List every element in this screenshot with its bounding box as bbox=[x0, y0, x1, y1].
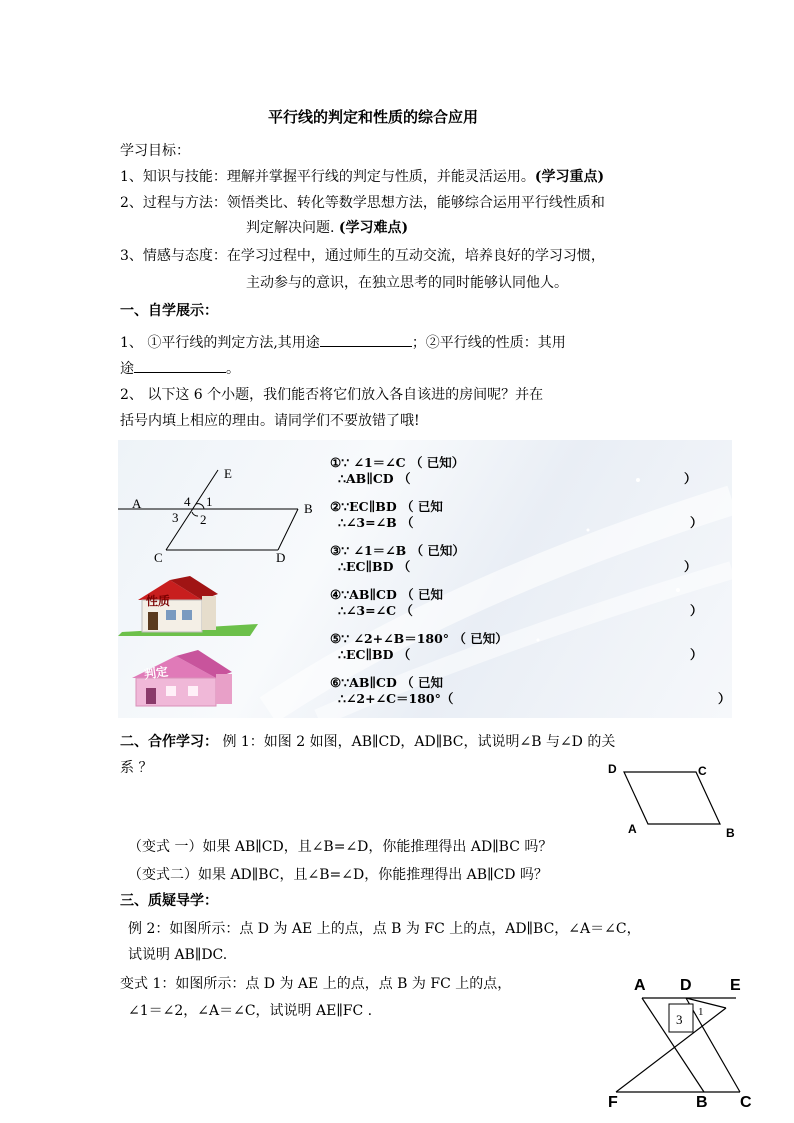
item-4-close[interactable]: ） bbox=[690, 603, 703, 618]
item-1-close[interactable]: ） bbox=[684, 471, 697, 486]
trapezoid-label-e: E bbox=[730, 977, 741, 994]
question-2-line-1: 2、 以下这 6 个小题，我们能否将它们放入各自该进的房间呢？并在 bbox=[120, 387, 544, 403]
house-criteria-label: 判定 bbox=[143, 664, 169, 682]
section-1-heading: 一、自学展示： bbox=[120, 303, 218, 319]
answer-blank-1[interactable] bbox=[320, 332, 412, 347]
answer-blank-2[interactable] bbox=[134, 358, 226, 373]
item-6-line-1: ⑥∵AB∥CD （ 已知 bbox=[330, 675, 444, 690]
goal-1-tag: (学习重点) bbox=[534, 169, 605, 185]
figure-label-2: 2 bbox=[200, 512, 207, 527]
figure-label-c: C bbox=[154, 550, 163, 565]
item-4-line-1: ④∵AB∥CD （ 已知 bbox=[330, 587, 444, 602]
item-1-line-2: ∴AB∥CD （ bbox=[338, 471, 411, 486]
trapezoid-label-c: C bbox=[740, 1094, 752, 1111]
parallelogram-label-d: D bbox=[608, 762, 617, 776]
goal-2-line-2 bbox=[246, 219, 408, 237]
section-2-line-1 bbox=[120, 733, 615, 751]
figure-label-a: A bbox=[132, 496, 142, 511]
trapezoid-label-b: B bbox=[696, 1094, 708, 1111]
example-2-line-1: 例 2：如图所示：点 D 为 AE 上的点，点 B 为 FC 上的点，AD∥BC，∠A＝∠C， bbox=[128, 921, 641, 937]
question-1-text-d: 。 bbox=[226, 361, 240, 377]
goal-1 bbox=[120, 168, 604, 186]
parallelogram-label-c: C bbox=[698, 764, 707, 778]
item-5-line-2: ∴EC∥BD （ bbox=[338, 647, 411, 662]
example-2-line-2: 试说明 AB∥DC. bbox=[128, 947, 228, 963]
variant-2: （变式二）如果 AD∥BC，且∠B=∠D，你能推理得出 AB∥CD 吗？ bbox=[128, 867, 548, 883]
item-1-line-1: ①∵ ∠1＝∠C （ 已知） bbox=[330, 455, 465, 470]
item-3-close[interactable]: ） bbox=[684, 559, 697, 574]
item-3-line-1: ③∵ ∠1＝∠B （ 已知） bbox=[330, 543, 465, 558]
question-1-line-2 bbox=[120, 358, 240, 378]
figure-label-d: D bbox=[276, 550, 286, 565]
variant-3-line-2: ∠1＝∠2，∠A＝∠C，试说明 AE∥FC . bbox=[128, 1003, 373, 1019]
goal-2-text: 判定解决问题. bbox=[246, 220, 335, 236]
goal-1-text: 1、知识与技能：理解并掌握平行线的判定与性质，并能灵活运用。 bbox=[120, 169, 535, 185]
goal-3-line-2: 主动参与的意识，在独立思考的同时能够认同他人。 bbox=[246, 275, 568, 291]
item-4-line-2: ∴∠3=∠C （ bbox=[338, 603, 413, 618]
item-6-line-2: ∴∠2+∠C＝180°（ bbox=[338, 691, 454, 706]
goal-2-line-1: 2、过程与方法：领悟类比、转化等数学思想方法，能够综合运用平行线性质和 bbox=[120, 195, 605, 211]
trapezoid-figure bbox=[600, 990, 760, 1100]
trapezoid-label-3: 3 bbox=[676, 1012, 683, 1027]
variant-1: （变式 一）如果 AB∥CD，且∠B=∠D，你能推理得出 AD∥BC 吗？ bbox=[128, 839, 553, 855]
question-1-text-c: 途 bbox=[120, 361, 134, 377]
question-1-text-b: ；②平行线的性质：其用 bbox=[411, 335, 566, 351]
house-properties-icon bbox=[118, 574, 258, 636]
item-5-line-1: ⑤∵ ∠2+∠B＝180° （ 已知） bbox=[330, 631, 508, 646]
item-3-line-2: ∴EC∥BD （ bbox=[338, 559, 411, 574]
example-1-line-2: 系 ？ bbox=[120, 760, 153, 776]
parallelogram-label-a: A bbox=[628, 822, 637, 836]
figure-label-e: E bbox=[224, 466, 232, 481]
figure-label-4: 4 bbox=[184, 494, 191, 509]
item-2-close[interactable]: ） bbox=[690, 515, 703, 530]
question-2-line-2: 括号内填上相应的理由。请同学们不要放错了哦! bbox=[120, 413, 420, 429]
question-1-text-a: 1、 ①平行线的判定方法,其用途 bbox=[120, 335, 320, 351]
goal-2-tag: (学习难点) bbox=[338, 220, 409, 236]
trapezoid-label-a: A bbox=[634, 977, 646, 994]
house-properties-label: 性质 bbox=[146, 594, 171, 608]
item-6-close[interactable]: ） bbox=[718, 691, 731, 706]
figure-label-3: 3 bbox=[172, 510, 179, 525]
example-1-text: 例 1：如图 2 如图，AB∥CD，AD∥BC，试说明∠B 与∠D 的关 bbox=[222, 734, 616, 750]
section-3-heading: 三、质疑导学： bbox=[120, 893, 218, 909]
parallel-lines-figure bbox=[118, 460, 318, 570]
goals-heading: 学习目标： bbox=[120, 143, 190, 159]
parallelogram-label-b: B bbox=[726, 826, 735, 840]
goal-3-line-1: 3、情感与态度：在学习过程中，通过师生的互动交流，培养良好的学习习惯， bbox=[120, 248, 605, 264]
trapezoid-label-d: D bbox=[680, 977, 692, 994]
exercise-panel bbox=[118, 440, 732, 718]
section-2-heading: 二、合作学习： bbox=[120, 734, 218, 750]
item-5-close[interactable]: ） bbox=[690, 647, 703, 662]
figure-label-b: B bbox=[304, 501, 313, 516]
page-title: 平行线的判定和性质的综合应用 bbox=[268, 108, 479, 126]
figure-label-1: 1 bbox=[206, 494, 213, 509]
question-1-line-1 bbox=[120, 332, 566, 352]
trapezoid-label-f: F bbox=[608, 1094, 618, 1111]
trapezoid-label-1: 1 bbox=[698, 1006, 704, 1018]
variant-3-line-1: 变式 1：如图所示：点 D 为 AE 上的点，点 B 为 FC 上的点， bbox=[120, 976, 512, 992]
item-2-line-1: ②∵EC∥BD （ 已知 bbox=[330, 499, 443, 514]
item-2-line-2: ∴∠3=∠B （ bbox=[338, 515, 414, 530]
